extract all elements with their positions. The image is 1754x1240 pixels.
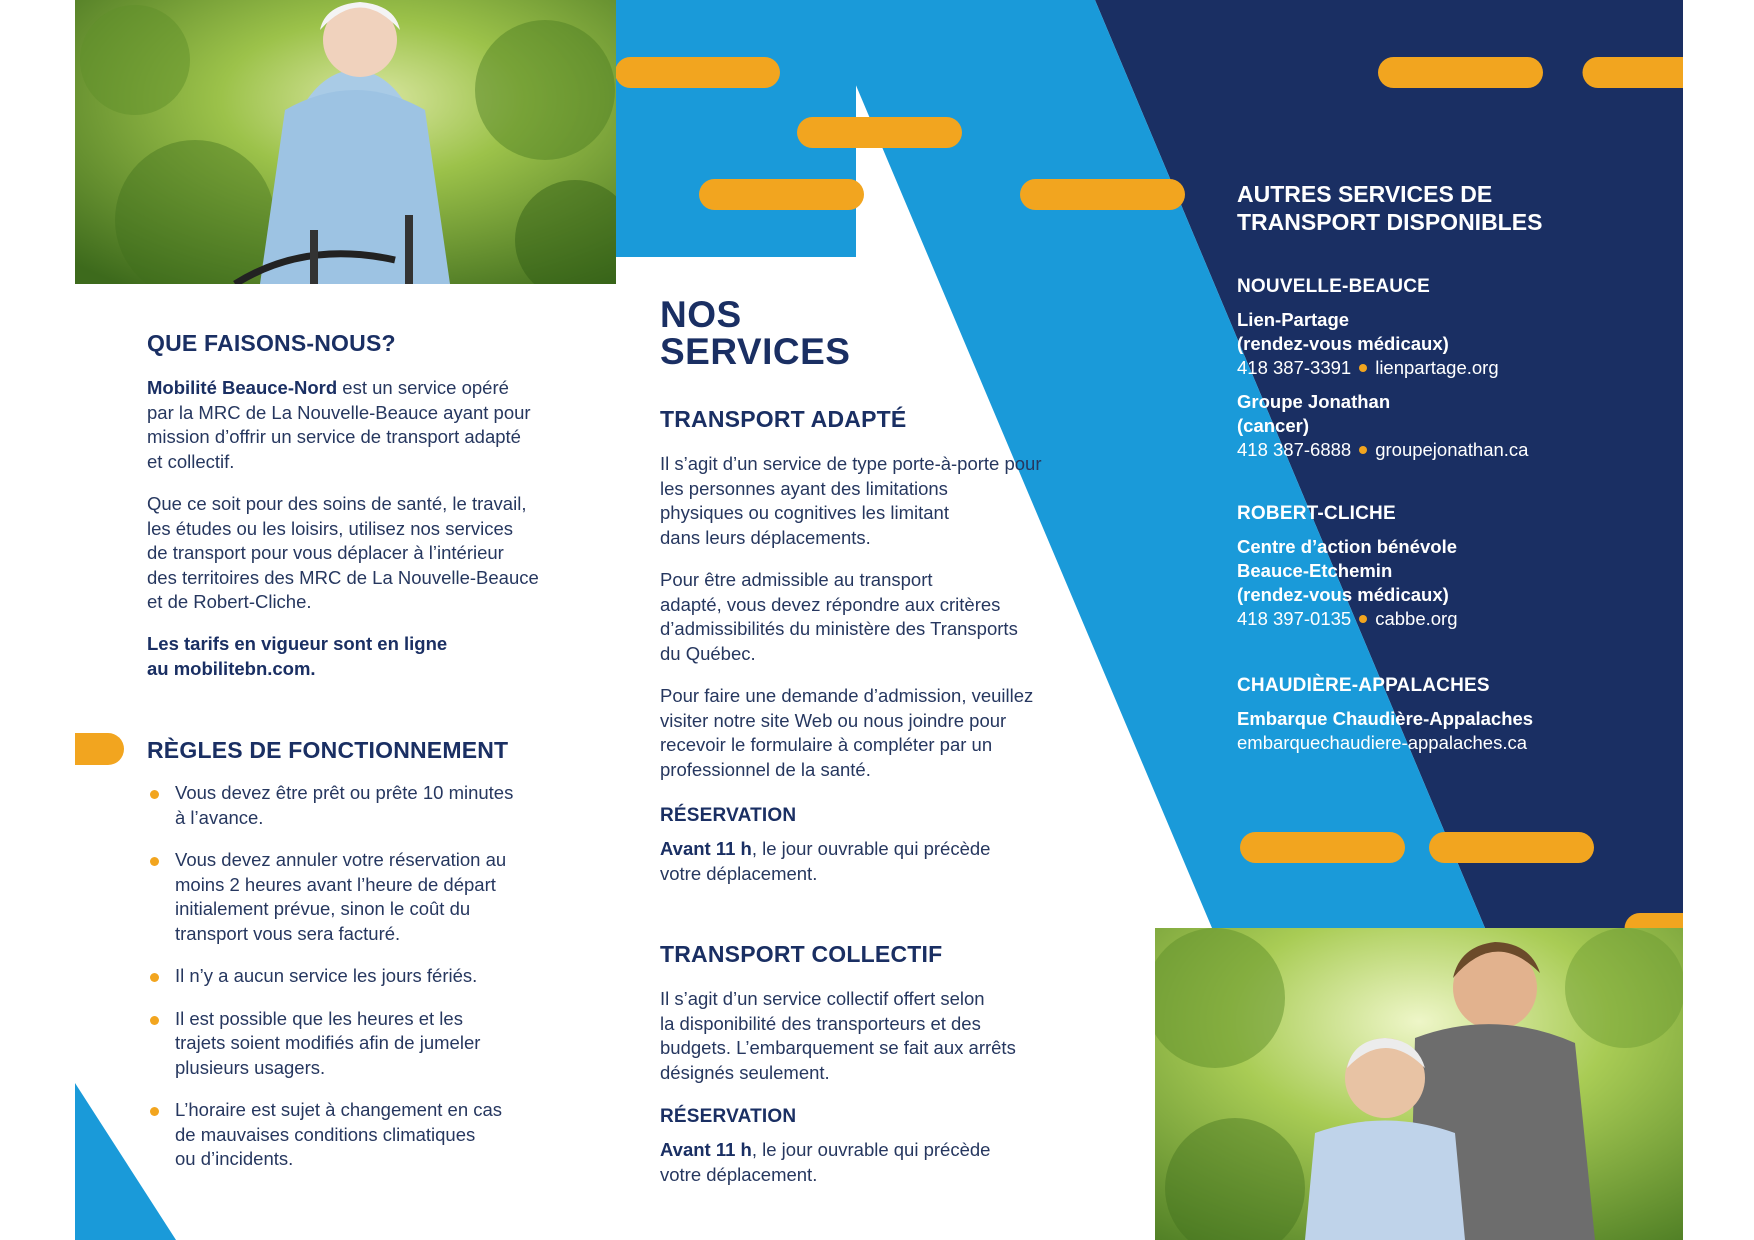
- adapte-p1-line: les personnes ayant des limitations: [660, 477, 948, 499]
- adapte-p2-line: Pour être admissible au transport: [660, 569, 933, 590]
- intro-paragraph: [147, 376, 607, 474]
- separator-dot: [1359, 615, 1367, 623]
- usage-paragraph: [147, 492, 607, 615]
- rule-item: [147, 848, 607, 946]
- rule-item: [147, 781, 607, 830]
- autres-services-line-1: AUTRES SERVICES DE: [1237, 181, 1493, 207]
- adapte-p2-line: du Québec.: [660, 642, 756, 664]
- rule-text-line: Vous devez être prêt ou prête 10 minutes: [175, 782, 514, 803]
- lien-partage-website[interactable]: lienpartage.org: [1375, 357, 1499, 378]
- adapte-reservation-heading: RÉSERVATION: [660, 805, 797, 826]
- usage-line-4: des territoires des MRC de La Nouvelle-Beauce: [147, 566, 539, 588]
- tarifs-line-2: au mobilitebn.com.: [147, 657, 316, 679]
- bullet-icon: [150, 1107, 159, 1116]
- region-chaudiere-appalaches: CHAUDIÈRE-APPALACHES: [1237, 675, 1490, 696]
- adapte-p3-line: visiter notre site Web ou nous joindre pour: [660, 709, 1007, 731]
- service-groupe-jonathan: [1237, 390, 1667, 462]
- lien-partage-name: Lien-Partage: [1237, 309, 1350, 330]
- man-helping-senior-in-wheelchair-photo: [1155, 928, 1683, 1240]
- adapte-reservation-rest: , le jour ouvrable qui précède: [751, 838, 991, 859]
- que-faisons-heading: QUE FAISONS-NOUS?: [147, 330, 396, 356]
- separator-dot: [1359, 446, 1367, 454]
- rule-text-line: L’horaire est sujet à changement en cas: [175, 1099, 503, 1120]
- transport-collectif-heading: TRANSPORT COLLECTIF: [660, 941, 943, 967]
- collectif-reservation-heading: RÉSERVATION: [660, 1106, 797, 1127]
- cabbe-website[interactable]: cabbe.org: [1375, 608, 1458, 629]
- separator-dot: [1359, 364, 1367, 372]
- elderly-woman-with-walker-photo: [75, 0, 616, 284]
- adapte-reservation-line-2: votre déplacement.: [660, 862, 818, 884]
- tarifs-note: [147, 632, 607, 681]
- groupe-jonathan-website[interactable]: groupejonathan.ca: [1375, 439, 1529, 460]
- groupe-jonathan-name: Groupe Jonathan: [1237, 391, 1391, 412]
- rule-text-line: Vous devez annuler votre réservation au: [175, 849, 507, 870]
- nos-services-title: [660, 296, 850, 370]
- rule-item: [147, 1098, 607, 1172]
- service-embarque: [1237, 707, 1677, 755]
- collectif-reservation-time: Avant 11 h: [660, 1139, 752, 1160]
- adapte-p1-line: physiques ou cognitives les limitant: [660, 502, 949, 523]
- rule-text-line: trajets soient modifiés afin de jumeler: [175, 1032, 481, 1053]
- usage-line-1: Que ce soit pour des soins de santé, le travail,: [147, 493, 527, 514]
- cabbe-name-line-2: Beauce-Etchemin: [1237, 560, 1393, 581]
- region-robert-cliche: ROBERT-CLICHE: [1237, 503, 1396, 524]
- usage-line-5: et de Robert-Cliche.: [147, 591, 312, 612]
- collectif-paragraph: [660, 987, 1100, 1085]
- autres-services-line-2: TRANSPORT DISPONIBLES: [1237, 209, 1543, 235]
- embarque-name: Embarque Chaudière-Appalaches: [1237, 708, 1534, 729]
- adapte-p1-line: dans leurs déplacements.: [660, 526, 871, 548]
- intro-line-4: et collectif.: [147, 450, 235, 472]
- groupe-jonathan-phone[interactable]: 418 387-6888: [1237, 439, 1352, 460]
- lien-partage-phone[interactable]: 418 387-3391: [1237, 357, 1352, 378]
- rule-item: [147, 1007, 607, 1081]
- groupe-jonathan-note: (cancer): [1237, 415, 1309, 436]
- intro-line-1: est un service opéré: [337, 377, 509, 398]
- rule-text-line: ou d’incidents.: [175, 1148, 294, 1169]
- collectif-p1-line: budgets. L’embarquement se fait aux arrêts: [660, 1037, 1016, 1058]
- collectif-reservation-rest: , le jour ouvrable qui précède: [751, 1139, 991, 1160]
- intro-line-2: par la MRC de La Nouvelle-Beauce ayant pour: [147, 401, 531, 423]
- rule-text-line: à l’avance.: [175, 806, 264, 828]
- bullet-icon: [150, 857, 159, 866]
- regles-heading: RÈGLES DE FONCTIONNEMENT: [147, 737, 509, 763]
- transport-adapte-heading: TRANSPORT ADAPTÉ: [660, 406, 907, 432]
- adapte-p1-line: Il s’agit d’un service de type porte-à-porte pour: [660, 453, 1042, 474]
- adapte-p3-line: professionnel de la santé.: [660, 758, 871, 780]
- bullet-icon: [150, 1016, 159, 1025]
- adapte-p3-line: recevoir le formulaire à compléter par un: [660, 734, 993, 755]
- rule-item: [147, 964, 607, 989]
- usage-line-2: les études ou les loisirs, utilisez nos services: [147, 517, 514, 539]
- usage-line-3: de transport pour vous déplacer à l’intérieur: [147, 542, 504, 563]
- adapte-reservation-text: [660, 837, 1100, 886]
- collectif-reservation-line-2: votre déplacement.: [660, 1163, 818, 1185]
- rule-text-line: Il est possible que les heures et les: [175, 1007, 463, 1029]
- rule-text-line: Il n’y a aucun service les jours fériés.: [175, 965, 478, 986]
- adapte-paragraph-1: [660, 452, 1100, 550]
- rules-list: [147, 781, 607, 1190]
- adapte-paragraph-2: [660, 568, 1100, 666]
- collectif-p1-line: Il s’agit d’un service collectif offert selon: [660, 988, 985, 1009]
- region-nouvelle-beauce: NOUVELLE-BEAUCE: [1237, 276, 1431, 297]
- adapte-p2-line: adapté, vous devez répondre aux critères: [660, 593, 1001, 615]
- bullet-icon: [150, 790, 159, 799]
- adapte-paragraph-3: [660, 684, 1100, 782]
- bullet-icon: [150, 973, 159, 982]
- lien-partage-note: (rendez-vous médicaux): [1237, 333, 1449, 354]
- mobilite-name: Mobilité Beauce-Nord: [147, 377, 338, 398]
- nos-services-line-1: NOS: [660, 294, 742, 335]
- collectif-reservation-text: [660, 1138, 1100, 1187]
- autres-services-title: [1237, 180, 1542, 236]
- tarifs-line-1: Les tarifs en vigueur sont en ligne: [147, 633, 448, 654]
- adapte-reservation-time: Avant 11 h: [660, 838, 752, 859]
- rule-text-line: initialement prévue, sinon le coût du: [175, 898, 471, 919]
- rule-text-line: de mauvaises conditions climatiques: [175, 1123, 476, 1145]
- embarque-website[interactable]: embarquechaudiere-appalaches.ca: [1237, 732, 1528, 753]
- cabbe-name-line-1: Centre d’action bénévole: [1237, 536, 1457, 557]
- cabbe-note: (rendez-vous médicaux): [1237, 584, 1449, 605]
- rule-text-line: plusieurs usagers.: [175, 1056, 326, 1078]
- cabbe-phone[interactable]: 418 397-0135: [1237, 608, 1352, 629]
- rule-text-line: moins 2 heures avant l’heure de départ: [175, 873, 496, 895]
- adapte-p3-line: Pour faire une demande d’admission, veuillez: [660, 685, 1034, 706]
- adapte-p2-line: d’admissibilités du ministère des Transports: [660, 618, 1018, 639]
- intro-line-3: mission d’offrir un service de transport adapté: [147, 426, 521, 447]
- collectif-p1-line: la disponibilité des transporteurs et des: [660, 1012, 981, 1034]
- nos-services-line-2: SERVICES: [660, 331, 851, 372]
- collectif-p1-line: désignés seulement.: [660, 1061, 830, 1083]
- service-cabbe: [1237, 535, 1667, 631]
- service-lien-partage: [1237, 308, 1667, 380]
- rule-text-line: transport vous sera facturé.: [175, 922, 401, 944]
